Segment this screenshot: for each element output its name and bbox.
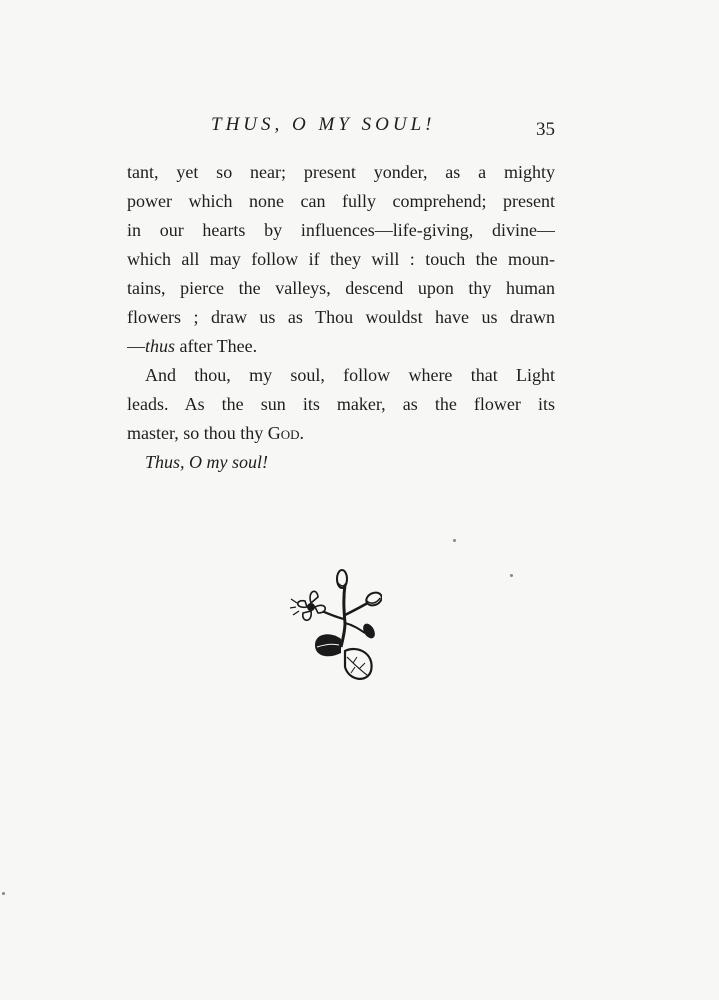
text-line: flowers ; draw us as Thou wouldst have us drawn <box>127 307 555 327</box>
text-line: power which none can fully comprehend; present <box>127 191 555 211</box>
text-run: . <box>299 423 305 443</box>
text-line: tains, pierce the valleys, descend upon thy human <box>127 278 555 298</box>
floral-tailpiece-ornament <box>287 567 382 685</box>
text-line: leads. As the sun its maker, as the flower its <box>127 394 555 414</box>
italic-word: thus <box>145 336 176 356</box>
page-number: 35 <box>536 119 555 140</box>
paragraph-start-line: And thou, my soul, follow where that Light <box>145 365 555 385</box>
body-text <box>127 158 555 477</box>
text-run: after Thee. <box>175 336 258 356</box>
text-run: master, so thou thy <box>127 423 268 443</box>
em-dash: — <box>127 336 145 356</box>
paper-speck <box>2 892 5 895</box>
text-line: which all may follow if they will : touch the moun- <box>127 249 555 269</box>
text-line: in our hearts by influences—life-giving, divine— <box>127 220 555 240</box>
text-line <box>127 419 555 448</box>
running-title: THUS, O MY SOUL! <box>211 114 436 135</box>
text-line: tant, yet so near; present yonder, as a mighty <box>127 162 555 182</box>
paper-speck <box>453 539 456 542</box>
small-caps-word: God <box>267 423 300 443</box>
text-line <box>127 332 555 361</box>
closing-line: Thus, O my soul! <box>145 452 269 472</box>
paper-speck <box>510 574 513 577</box>
